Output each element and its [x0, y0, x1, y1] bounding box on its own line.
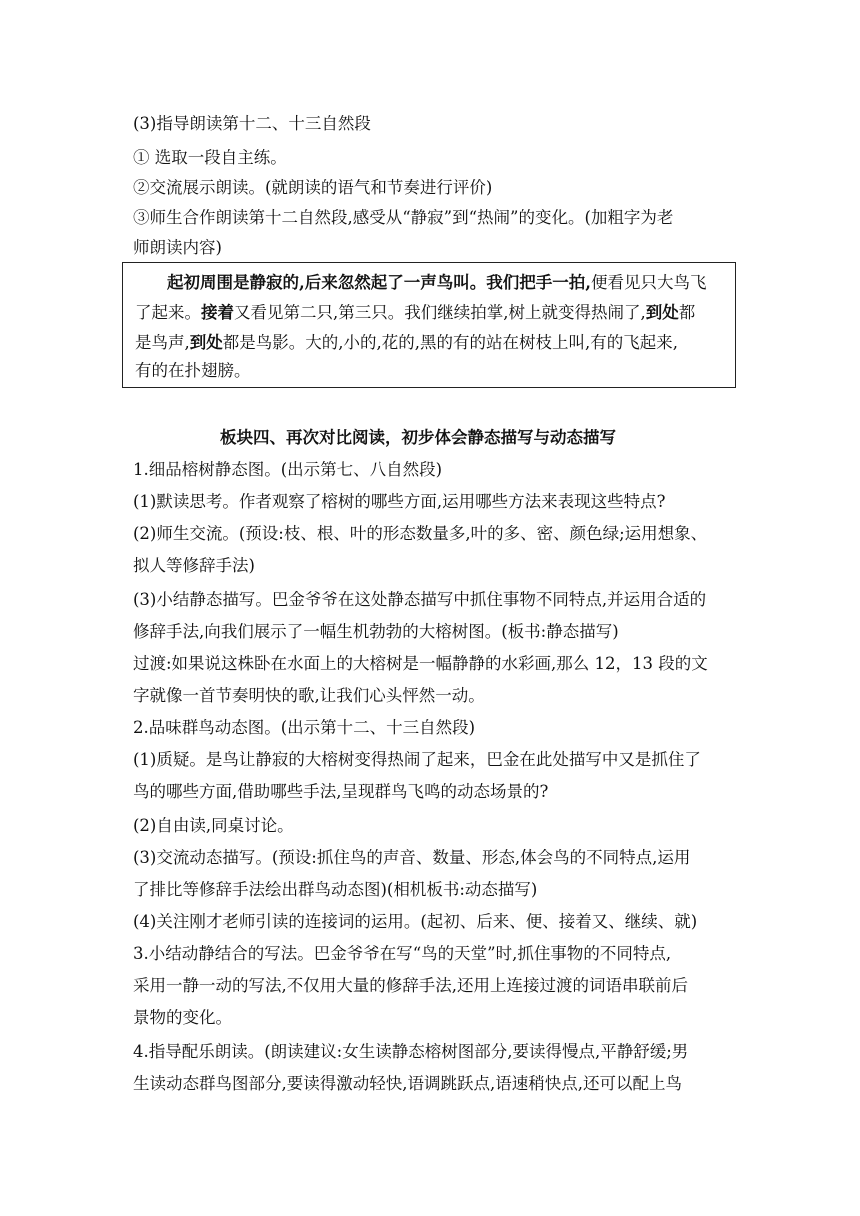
section-heading-text: 板块四、再次对比阅读，初步体会静态描写与动态描写 — [220, 428, 616, 447]
student-read-text: 都 — [678, 303, 696, 322]
paragraph-line: 1.细品榕树静态图。(出示第七、八自然段) — [133, 460, 443, 479]
paragraph-line: 4.指导配乐朗读。(朗读建议:女生读静态榕树图部分,要读得慢点,平静舒缓;男 — [133, 1042, 689, 1061]
student-read-text: 是鸟声, — [135, 333, 190, 352]
paragraph-line: 生读动态群鸟图部分,要读得激动轻快,语调跳跃点,语速稍快点,还可以配上鸟 — [133, 1074, 682, 1093]
student-read-text: 都是鸟影。大的,小的,花的,黑的有的站在树枝上叫,有的飞起来, — [222, 333, 678, 352]
excerpt-line — [135, 301, 735, 325]
paragraph-line: (3)指导朗读第十二、十三自然段 — [133, 114, 371, 133]
paragraph-line: (4)关注刚才老师引读的连接词的运用。(起初、后来、便、接着又、继续、就) — [133, 912, 698, 931]
reading-excerpt-box — [122, 262, 736, 388]
teacher-read-text: 起初周围是静寂的,后来忽然起了一声鸟叫。我们把手一拍, — [167, 273, 591, 292]
paragraph-line: ① 选取一段自主练。 — [133, 148, 287, 167]
paragraph-line: (3)小结静态描写。巴金爷爷在这处静态描写中抓住事物不同特点,并运用合适的 — [133, 590, 707, 609]
paragraph-line: 3.小结动静结合的写法。巴金爷爷在写“鸟的天堂”时,抓住事物的不同特点, — [133, 944, 672, 963]
paragraph-line: 拟人等修辞手法) — [133, 556, 255, 575]
paragraph-line: (3)交流动态描写。(预设:抓住鸟的声音、数量、形态,体会鸟的不同特点,运用 — [133, 848, 691, 867]
excerpt-line — [167, 271, 767, 295]
paragraph-line: 师朗读内容) — [133, 238, 222, 257]
paragraph-line: (1)默读思考。作者观察了榕树的哪些方面,运用哪些方法来表现这些特点? — [133, 492, 666, 511]
paragraph-line: ②交流展示朗读。(就朗读的语气和节奏进行评价) — [133, 178, 493, 197]
excerpt-line — [135, 331, 735, 355]
teacher-read-text: 到处 — [645, 303, 679, 322]
student-read-text: 了起来。 — [135, 303, 201, 322]
excerpt-line: 有的在扑翅膀。 — [135, 361, 251, 380]
teacher-read-text: 接着 — [201, 303, 234, 322]
paragraph-line: (1)质疑。是鸟让静寂的大榕树变得热闹了起来，巴金在此处描写中又是抓住了 — [133, 750, 701, 769]
paragraph-line: 字就像一首节奏明快的歌,让我们心头怦然一动。 — [133, 686, 485, 705]
paragraph-line: 修辞手法,向我们展示了一幅生机勃勃的大榕树图。(板书:静态描写) — [133, 622, 619, 641]
teacher-read-text: 到处 — [189, 333, 223, 352]
section-heading — [0, 426, 860, 450]
paragraph-line: (2)师生交流。(预设:枝、根、叶的形态数量多,叶的多、密、颜色绿;运用想象、 — [133, 524, 708, 543]
paragraph-line: (2)自由读,同桌讨论。 — [133, 816, 294, 835]
paragraph-line: 了排比等修辞手法绘出群鸟动态图)(相机板书:动态描写) — [133, 880, 538, 899]
student-read-text: 便看见只大鸟飞 — [591, 273, 707, 292]
paragraph-line: 鸟的哪些方面,借助哪些手法,呈现群鸟飞鸣的动态场景的? — [133, 782, 549, 801]
paragraph-line: 采用一静一动的写法,不仅用大量的修辞手法,还用上连接过渡的词语串联前后 — [133, 976, 688, 995]
paragraph-line: 2.品味群鸟动态图。(出示第十二、十三自然段) — [133, 718, 476, 737]
paragraph-line: 过渡:如果说这株卧在水面上的大榕树是一幅静静的水彩画,那么 12，13 段的文 — [133, 654, 708, 673]
paragraph-line: 景物的变化。 — [133, 1008, 232, 1027]
student-read-text: 又看见第二只,第三只。我们继续拍掌,树上就变得热闹了, — [234, 303, 646, 322]
paragraph-line: ③师生合作朗读第十二自然段,感受从“静寂”到“热闹”的变化。(加粗字为老 — [133, 208, 674, 227]
